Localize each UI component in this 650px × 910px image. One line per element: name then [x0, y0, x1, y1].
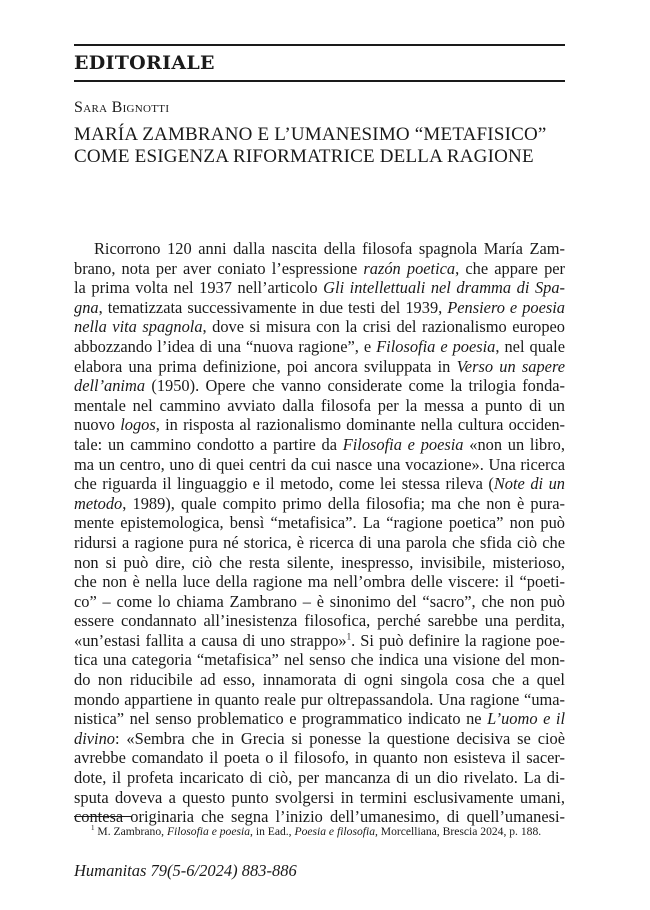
body-line: avrebbe comandato il poeta o il filosofo, in quanto non esisteva il sacer-: [74, 748, 565, 768]
title-line: COME ESIGENZA RIFORMATRICE DELLA RAGIONE: [74, 146, 534, 167]
body-line: sputa doveva a questo punto svolgersi in termini esclusivamente umani,: [74, 787, 565, 807]
body-line: che non è nella luce della ragione ma nell’ombra delle viscere: il “poeti-: [74, 572, 565, 592]
body-line: non si può dire, ciò che resta silente, inespresso, invisibile, misterioso,: [74, 552, 565, 572]
author-name: Sara Bignotti: [74, 99, 170, 116]
body-line: brano, nota per aver coniato l’espressione razón poetica, che appare per: [74, 258, 565, 278]
body-line: tale: un cammino condotto a partire da Filosofia e poesia «non un libro,: [74, 434, 565, 454]
section-heading: EDITORIALE: [74, 52, 215, 74]
body-line: nistica” nel senso problematico e programmatico indicato ne L’uomo e il: [74, 709, 566, 729]
body-line: dell’anima (1950). Opere che vanno considerate come la trilogia fonda-: [74, 376, 565, 396]
body-line: Ricorrono 120 anni dalla nascita della filosofa spagnola María Zam-: [94, 239, 565, 258]
body-line: dote, il profeta incaricato di ciò, per mancanza di un dio rivelato. La di-: [74, 768, 565, 788]
footnote-number: 1: [91, 824, 95, 833]
body-line: nella vita spagnola, dove si misura con la crisi del razionalismo europeo: [74, 317, 565, 337]
body-line: gna, tematizzata successivamente in due testi del 1939, Pensiero e poesia: [74, 297, 565, 317]
body-line: essere condannato all’inesistenza filosofica, perché sarebbe una perdita,: [74, 611, 565, 631]
header-rule: [74, 80, 565, 82]
title-line: MARÍA ZAMBRANO E L’UMANESIMO “METAFISICO”: [74, 124, 547, 145]
article-body: [74, 239, 565, 827]
top-rule: [74, 44, 565, 46]
body-line: che riguarda il linguaggio e il metodo, come lei stessa rileva (Note di un: [74, 474, 566, 494]
footnote-divider: [74, 816, 132, 817]
body-line: la prima volta nel 1937 nell’articolo Gli intellettuali nel dramma di Spa-: [74, 278, 565, 298]
body-line: do non riducibile ad esso, innamorata di ogni singola cosa che a quel: [74, 670, 565, 690]
body-line: nuovo logos, in risposta al razionalismo dominante nella cultura occiden-: [74, 415, 566, 435]
footnote: $^1$ M. Zambrano, Filosofia e poesia, in Ead., Poesia e filosofia, Morcelliana, Brescia 2024, p. 188.: [91, 824, 542, 838]
body-line: ma un centro, uno di quei centri da cui nasce una vocazione». Una ricerca: [74, 454, 565, 474]
body-line: mente epistemologica, bensì “metafisica”. La “ragione poetica” non può: [74, 513, 565, 533]
body-line: «un’estasi fallita a causa di uno strappo»$^1$. Si può definire la ragione poe-: [74, 630, 565, 650]
body-line: abbozzando l’idea di una “nuova ragione”, e Filosofia e poesia, nel quale: [74, 336, 566, 356]
body-line: metodo, 1989), quale compito primo della filosofia; ma che non è pura-: [74, 493, 565, 513]
body-line: divino: «Sembra che in Grecia si ponesse la questione decisiva se cioè: [74, 728, 565, 748]
body-line: contesa originaria che segna l’inizio dell’umanesimo, di quell’umanesi-: [74, 807, 565, 827]
article-title: [74, 124, 565, 168]
body-line: mondo appartiene in quanto reale pur oltrepassandola. Una ragione “uma-: [74, 689, 565, 709]
footnote-reference[interactable]: 1: [346, 631, 352, 642]
body-line: tica una categoria “metafisica” nel senso che indica una visione del mon-: [74, 650, 565, 670]
body-line: elabora una prima definizione, poi ancora sviluppata in Verso un sapere: [74, 356, 565, 376]
body-line: ridursi a ragione pura né storica, è ricerca di una parola che sfida ciò che: [74, 532, 565, 552]
body-line: co” – come lo chiama Zambrano – è sinonimo del “sacro”, che non può: [74, 591, 565, 611]
journal-citation: Humanitas 79(5-6/2024) 883-886: [74, 861, 297, 880]
body-line: mentale nel cammino avviato dalla filosofa per la messa a punto di un: [74, 395, 565, 415]
